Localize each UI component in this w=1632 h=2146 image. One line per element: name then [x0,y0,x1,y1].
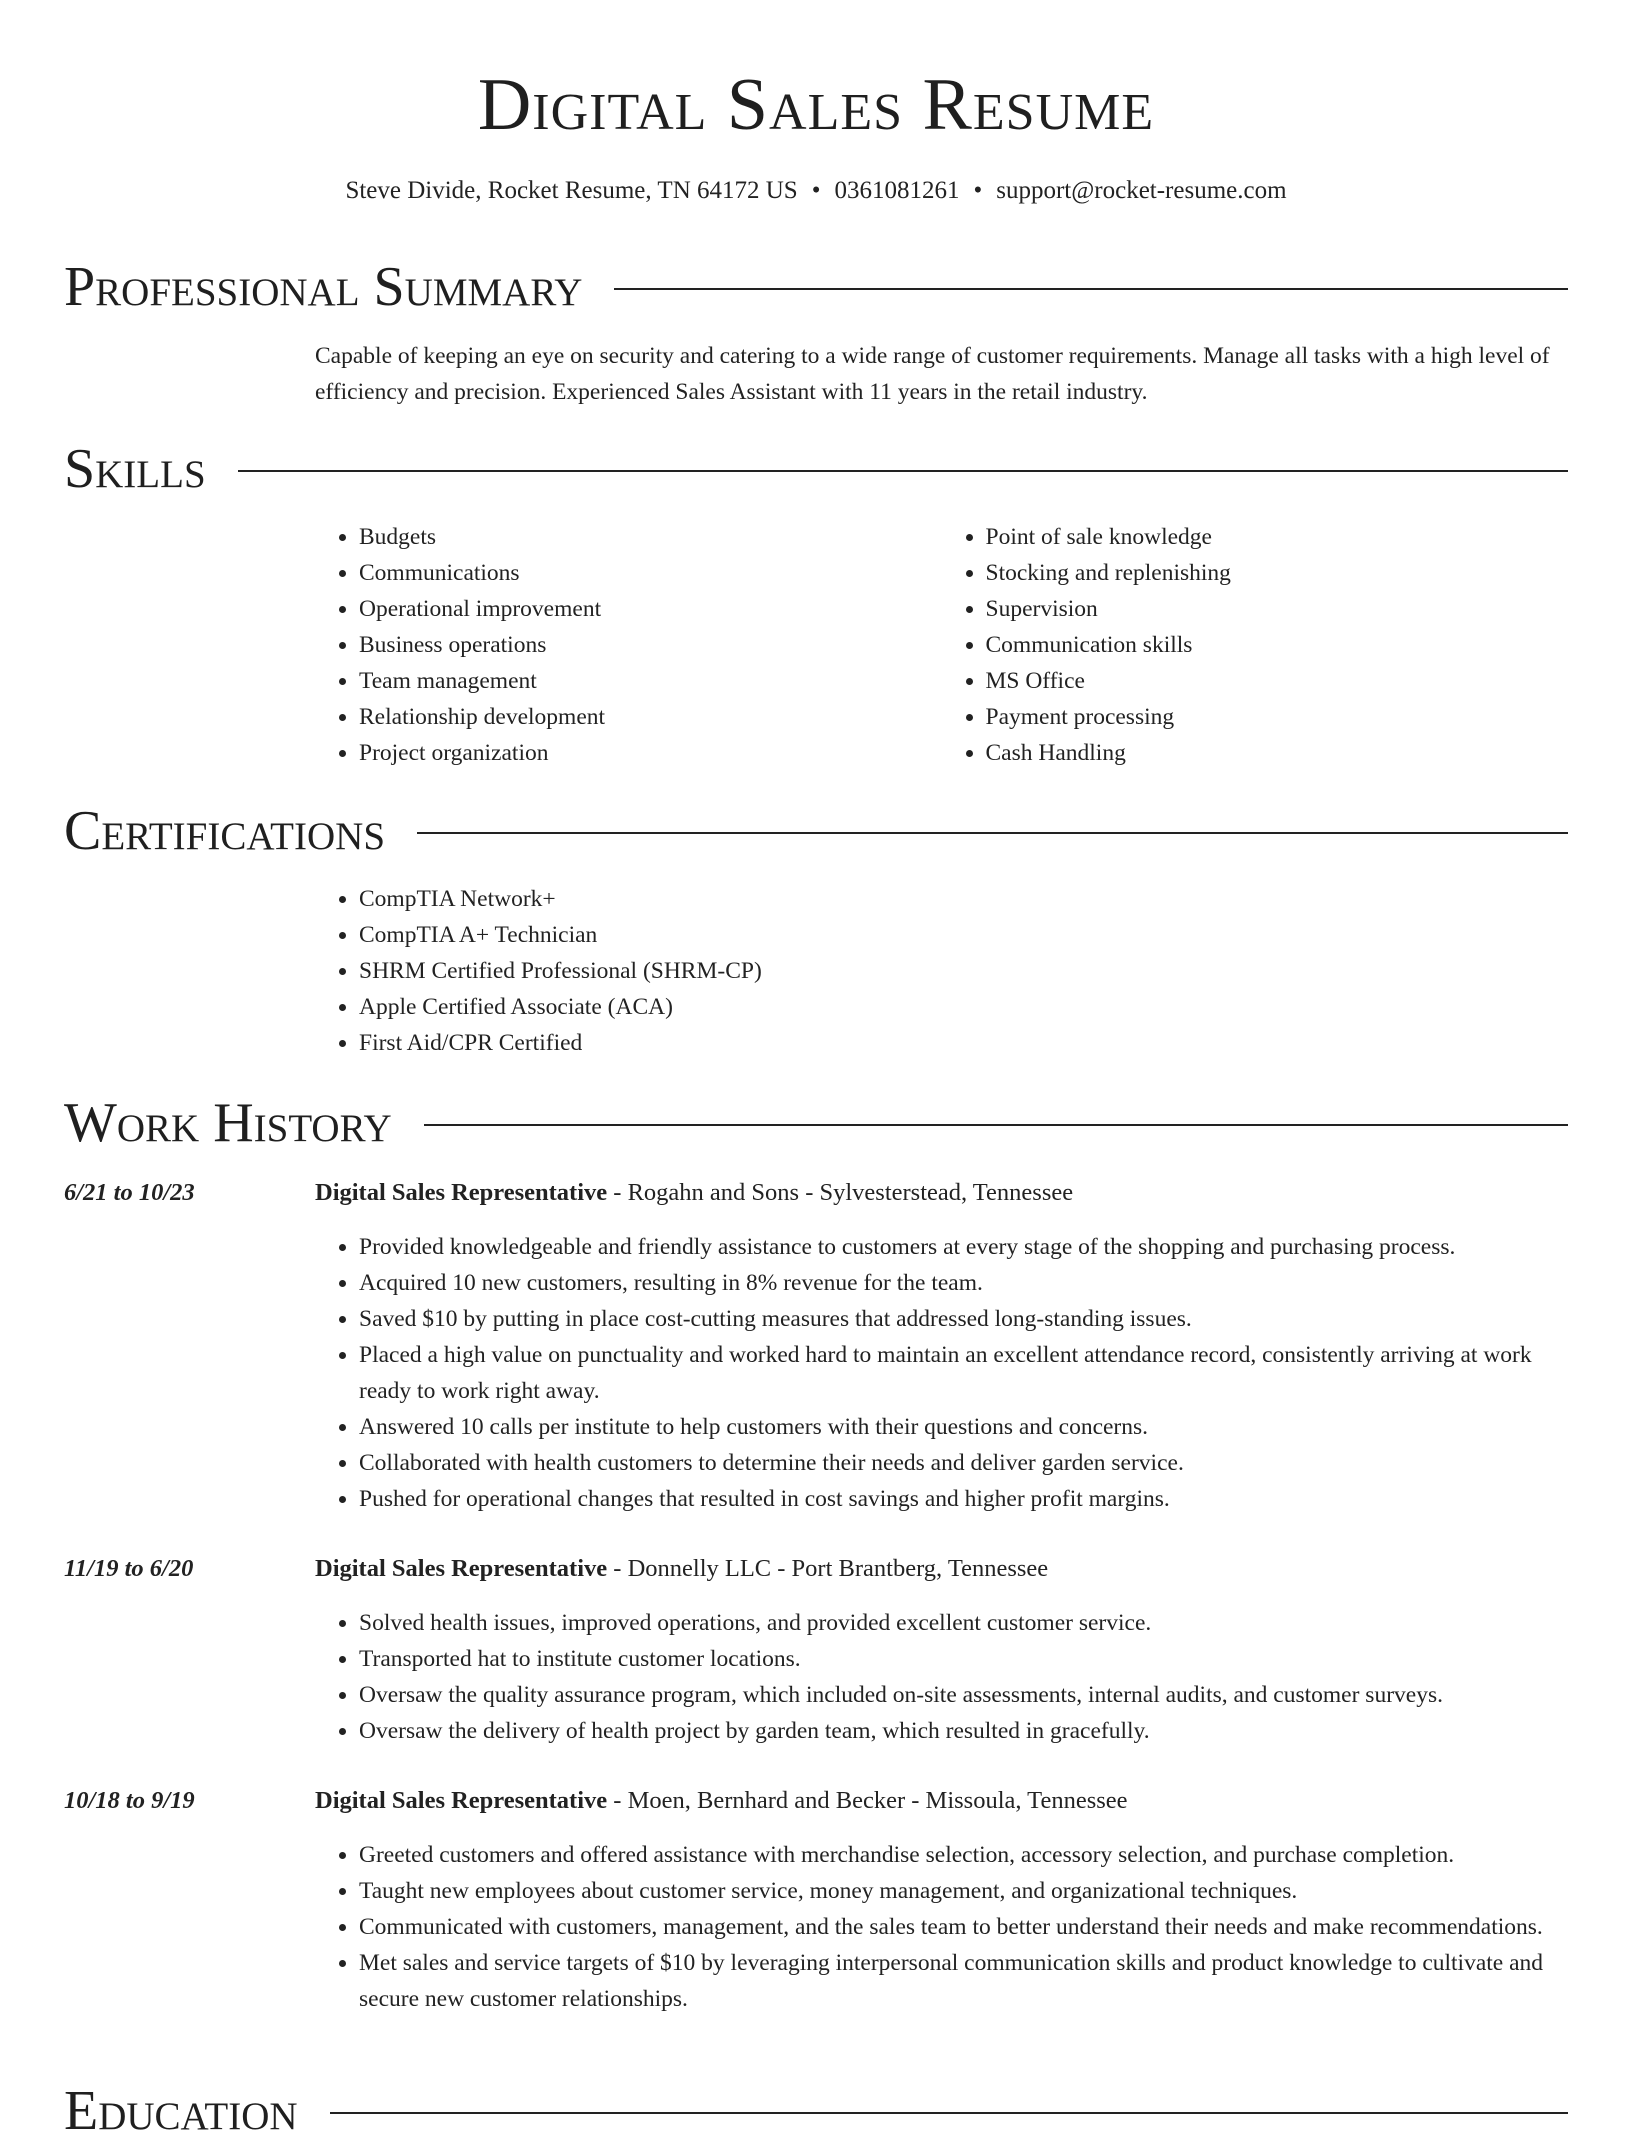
separator-dot: • [811,177,821,204]
skill-item: • MS Office [986,663,1569,699]
skill-item: • Communications [359,555,942,591]
job-title: Digital Sales Representative [315,1555,608,1582]
skill-item: • Budgets [359,519,942,555]
job-title: Digital Sales Representative [315,1179,608,1206]
job-bullet: • Solved health issues, improved operations, and provided excellent customer service. [359,1605,1568,1641]
job-bullet: • Saved $10 by putting in place cost-cutting measures that addressed long-standing issues. [359,1301,1568,1337]
resume-title: Digital Sales Resume [477,64,1155,146]
certifications-list [315,881,1568,1061]
certification-item: • CompTIA Network+ [359,881,1568,917]
skill-item: • Business operations [359,627,942,663]
job-bullets [315,1837,1568,2017]
job-company: - Donnelly LLC - Port Brantberg, Tennessee [607,1555,1049,1582]
job-bullet: • Provided knowledgeable and friendly assistance to customers at every stage of the shopping and purchasing process. [359,1229,1568,1265]
section-divider [238,470,1568,472]
job-bullet: • Collaborated with health customers to determine their needs and deliver garden service. [359,1445,1568,1481]
job-bullet: • Oversaw the quality assurance program, which included on-site assessments, internal audits, and customer surveys. [359,1677,1568,1713]
skill-item: • Team management [359,663,942,699]
job-bullet: • Acquired 10 new customers, resulting in 8% revenue for the team. [359,1265,1568,1301]
job-entry [64,1551,1568,1749]
job-entry [64,1783,1568,2017]
section-divider [417,832,1568,834]
job-heading [315,1551,1048,1587]
contact-phone: 0361081261 [834,177,960,204]
job-bullets [315,1605,1568,1749]
section-divider [424,1124,1568,1126]
summary-section-header [64,252,1568,322]
job-heading [315,1783,1128,1819]
job-bullet-list [315,1229,1568,1517]
job-bullet: • Answered 10 calls per institute to help customers with their questions and concerns. [359,1409,1568,1445]
skills-section-header [64,434,1568,504]
section-divider [330,2112,1568,2114]
skills-columns [315,519,1568,771]
skill-item: • Stocking and replenishing [986,555,1569,591]
job-bullets [315,1229,1568,1517]
job-bullet: • Greeted customers and offered assistance with merchandise selection, accessory selection, and purchase completion. [359,1837,1568,1873]
separator-dot: • [973,177,983,204]
job-bullet: • Oversaw the delivery of health project by garden team, which resulted in gracefully. [359,1713,1568,1749]
skill-item: • Project organization [359,735,942,771]
job-bullet: • Placed a high value on punctuality and worked hard to maintain an excellent attendance record, consistently arriving at work ready to work right away. [359,1337,1568,1409]
skill-item: • Operational improvement [359,591,942,627]
job-bullet: • Transported hat to institute customer locations. [359,1641,1568,1677]
certification-item: • Apple Certified Associate (ACA) [359,989,1568,1025]
certification-item: • SHRM Certified Professional (SHRM-CP) [359,953,1568,989]
skills-block [315,519,1568,771]
work-history-section-header [64,1088,1568,1158]
job-title: Digital Sales Representative [315,1787,608,1814]
summary-block [315,338,1568,410]
job-bullet-list [315,1837,1568,2017]
skills-list-right [942,519,1569,771]
job-bullet: • Taught new employees about customer service, money management, and organizational techniques. [359,1873,1568,1909]
job-entry [64,1175,1568,1517]
education-heading: Education [64,2080,298,2142]
summary-text: Capable of keeping an eye on security and catering to a wide range of customer requirements. Manage all tasks with a high level of efficiency and precision. Experienced Sales Assistant with 11 years in the retail industry. [315,343,1550,405]
job-bullet: • Pushed for operational changes that resulted in cost savings and higher profit margins. [359,1481,1568,1517]
job-header [64,1551,1568,1587]
skills-heading: Skills [64,438,206,500]
job-dates: 6/21 to 10/23 [64,1179,195,1206]
certifications-block [315,881,1568,1061]
job-heading [315,1175,1073,1211]
job-dates: 11/19 to 6/20 [64,1555,194,1582]
certification-item: • First Aid/CPR Certified [359,1025,1568,1061]
summary-heading: Professional Summary [64,256,583,318]
skill-item: • Cash Handling [986,735,1569,771]
contact-email: support@rocket-resume.com [996,177,1287,204]
certifications-heading: Certifications [64,800,386,862]
skills-list-left [315,519,942,771]
job-header [64,1175,1568,1211]
job-bullet-list [315,1605,1568,1749]
contact-line [64,174,1568,208]
skill-item: • Communication skills [986,627,1569,663]
skill-item: • Supervision [986,591,1569,627]
certifications-section-header [64,796,1568,866]
skill-item: • Relationship development [359,699,942,735]
job-company: - Moen, Bernhard and Becker - Missoula, Tennessee [607,1787,1128,1814]
certification-item: • CompTIA A+ Technician [359,917,1568,953]
section-divider [614,288,1568,290]
job-dates: 10/18 to 9/19 [64,1787,195,1814]
skill-item: • Point of sale knowledge [986,519,1569,555]
job-bullet: • Communicated with customers, management, and the sales team to better understand their needs and make recommendations. [359,1909,1568,1945]
skill-item: • Payment processing [986,699,1569,735]
job-header [64,1783,1568,1819]
contact-address: Steve Divide, Rocket Resume, TN 64172 US [345,177,798,204]
work-history-heading: Work History [64,1092,392,1154]
job-company: - Rogahn and Sons - Sylvesterstead, Tennessee [607,1179,1074,1206]
education-section-header [64,2076,1568,2146]
job-bullet: • Met sales and service targets of $10 by leveraging interpersonal communication skills and product knowledge to cultivate and secure new customer relationships. [359,1945,1568,2017]
